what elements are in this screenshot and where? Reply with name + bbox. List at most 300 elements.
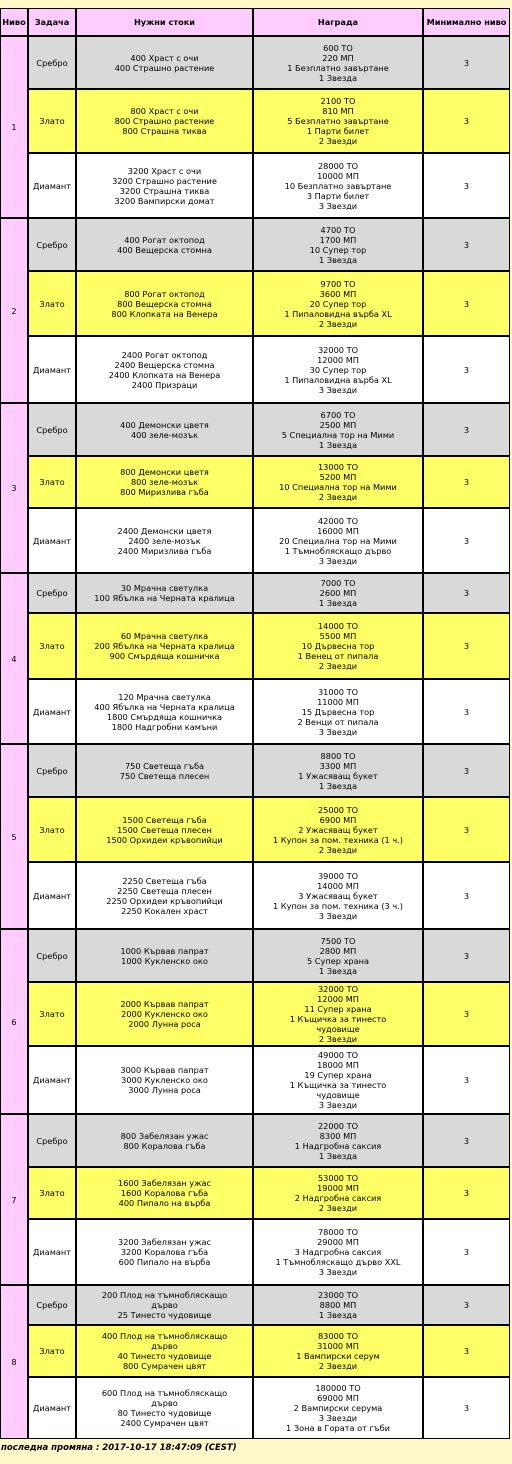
task-cell: Злато <box>28 797 76 862</box>
reward-line: 1 Пипаловидна върба XL <box>284 374 392 385</box>
reward-line: 2 Венци от пипала <box>297 716 379 727</box>
reward-line: 1 Звезда <box>319 439 357 450</box>
task-cell: Сребро <box>28 403 76 456</box>
reward-line: 1 Тъмнобляскащо дърво <box>284 545 392 556</box>
goods-cell <box>76 271 253 336</box>
goods-line: 1500 Орхидеи кръвопийци <box>106 834 223 845</box>
goods-line: 1000 Кукленско око <box>121 955 208 966</box>
table-row <box>0 1325 510 1377</box>
min-level-cell: 3 <box>423 1219 510 1285</box>
goods-cell <box>76 1167 253 1219</box>
reward-line: 2600 МП <box>319 588 357 598</box>
goods-cell <box>76 1325 253 1377</box>
reward-cell <box>253 403 423 456</box>
reward-line: 9700 ТО <box>320 278 356 289</box>
reward-line: 2 Звезди <box>318 492 358 502</box>
table-row <box>0 1377 510 1439</box>
min-level-cell: 3 <box>423 1325 510 1377</box>
goods-cell <box>76 1114 253 1167</box>
reward-line: 1 Парти билет <box>306 126 370 136</box>
reward-line: 5 Специална тор на Мими <box>281 429 395 440</box>
min-level-cell: 3 <box>423 982 510 1046</box>
goods-line: 2400 Сумрачен цвят <box>120 1418 209 1428</box>
reward-line: 13000 ТО <box>317 462 359 472</box>
table-row <box>0 456 510 508</box>
goods-line: 1600 Коралова гъба <box>120 1188 209 1198</box>
reward-cell <box>253 929 423 982</box>
table-row <box>0 744 510 797</box>
reward-line: 2 Звезди <box>318 318 358 329</box>
goods-cell <box>76 744 253 797</box>
task-cell: Злато <box>28 271 76 336</box>
reward-cell <box>253 1167 423 1219</box>
reward-line: 23000 ТО <box>317 1290 359 1300</box>
goods-line: 1800 Надгробни камъни <box>111 721 218 732</box>
reward-line: 7500 ТО <box>320 935 356 946</box>
table-row <box>0 982 510 1046</box>
goods-line: 3200 Вампирски домат <box>114 195 215 206</box>
reward-line: 2 Звезди <box>318 1361 358 1371</box>
header-reward: Награда <box>253 8 423 36</box>
reward-line: 10 Супер тор <box>309 244 367 255</box>
goods-line: 40 Тинесто чудовище <box>117 1351 212 1361</box>
goods-line: 25 Тинесто чудовище <box>117 1310 212 1320</box>
goods-cell <box>76 403 253 456</box>
reward-line: 2 Ужасяващ букет <box>298 824 378 835</box>
reward-line: 7000 ТО <box>320 578 356 588</box>
reward-line: 20 Специална тор на Мими <box>279 535 397 546</box>
reward-line: 1 Купон за пом. техника (3 ч.) <box>272 900 404 911</box>
reward-line: 1 Звезда <box>319 965 357 976</box>
reward-line: 22000 ТО <box>317 1120 359 1131</box>
goods-line: 2400 Призраци <box>131 379 198 390</box>
task-cell: Сребро <box>28 929 76 982</box>
reward-line: 1 Тъмнобляскащо дърво XXL <box>275 1257 401 1267</box>
goods-line: 400 Рогат октопод <box>124 234 205 245</box>
reward-line: 18000 МП <box>317 1060 359 1070</box>
goods-line: 400 Пипало на върба <box>118 1198 211 1208</box>
goods-line: 800 Вещерска стомна <box>117 298 212 309</box>
reward-line: 10 Безплатно завъртане <box>284 180 392 191</box>
min-level-cell: 3 <box>423 1167 510 1219</box>
reward-line: 3 Звезди <box>318 726 358 737</box>
reward-line: 15 Дървесна тор <box>301 706 375 717</box>
goods-line: 400 Плод на тъмнобляскащо <box>101 1331 228 1341</box>
task-cell: Диамант <box>28 1219 76 1285</box>
task-cell: Диамант <box>28 1377 76 1439</box>
reward-cell <box>253 797 423 862</box>
task-cell: Сребро <box>28 573 76 613</box>
min-level-cell: 3 <box>423 1285 510 1325</box>
reward-line: 1 Звезда <box>319 72 357 83</box>
min-level-cell: 3 <box>423 1046 510 1114</box>
reward-line: 4700 ТО <box>320 224 356 235</box>
goods-cell <box>76 1046 253 1114</box>
reward-line: 31000 ТО <box>317 686 359 697</box>
goods-line: 3000 Кървав папрат <box>120 1065 209 1075</box>
last-modified-footer: последна промяна : 2017-10-17 18:47:09 (CEST) <box>1 1443 237 1453</box>
reward-line: 8300 МП <box>319 1130 357 1141</box>
goods-line: 2000 Лунна роса <box>128 1019 201 1029</box>
min-level-cell: 3 <box>423 336 510 403</box>
goods-line: 1000 Кървав папрат <box>120 945 209 956</box>
task-cell: Злато <box>28 1325 76 1377</box>
goods-line: 750 Светеща плесен <box>119 770 210 781</box>
task-cell: Сребро <box>28 1285 76 1325</box>
goods-cell <box>76 89 253 153</box>
table-row <box>0 403 510 456</box>
header-goods: Нужни стоки <box>76 8 253 36</box>
min-level-cell: 3 <box>423 456 510 508</box>
goods-cell <box>76 573 253 613</box>
reward-cell <box>253 744 423 797</box>
reward-line: 3 Звезди <box>318 384 358 395</box>
level-cell: 7 <box>0 1114 28 1285</box>
reward-cell <box>253 1219 423 1285</box>
task-cell: Сребро <box>28 744 76 797</box>
goods-line: 1800 Смърдяща кошничка <box>106 711 223 722</box>
goods-line: 100 Ябълка на Черната кралица <box>94 593 235 603</box>
reward-line: 1 Звезда <box>319 598 357 608</box>
reward-line: 2 Надгробна саксия <box>294 1193 382 1203</box>
goods-cell <box>76 153 253 218</box>
goods-line: 800 Храст с очи <box>130 106 199 116</box>
reward-line: 1700 МП <box>319 234 357 245</box>
reward-cell <box>253 982 423 1046</box>
table-row <box>0 218 510 271</box>
header-row <box>0 8 510 36</box>
reward-line: 600 ТО <box>323 42 353 53</box>
reward-line: 1 Звезда <box>319 780 357 791</box>
reward-line: 3 Звезди <box>318 1267 358 1277</box>
reward-line: чудовище <box>316 1090 360 1100</box>
goods-line: 600 Плод на тъмнобляскащо <box>101 1388 228 1398</box>
goods-line: 800 Страшно растение <box>114 116 215 126</box>
reward-line: 10 Специална тор на Мими <box>279 482 397 492</box>
goods-line: 400 Ябълка на Черната кралица <box>94 701 235 712</box>
reward-line: 32000 ТО <box>317 984 359 994</box>
reward-cell <box>253 1114 423 1167</box>
min-level-cell: 3 <box>423 797 510 862</box>
min-level-cell: 3 <box>423 862 510 929</box>
goods-line: 1500 Светеща гъба <box>122 814 207 825</box>
task-cell: Злато <box>28 456 76 508</box>
reward-line: 19 Супер храна <box>304 1070 372 1080</box>
goods-cell <box>76 929 253 982</box>
goods-line: 800 Рогат октопод <box>124 288 205 299</box>
reward-line: 30 Супер тор <box>309 364 367 375</box>
task-cell: Диамант <box>28 862 76 929</box>
reward-line: 1 Пипаловидна върба XL <box>284 308 392 319</box>
goods-line: 2250 Светеща гъба <box>122 875 207 886</box>
reward-line: 1 Купон за пом. техника (1 ч.) <box>272 834 404 845</box>
min-level-cell: 3 <box>423 613 510 679</box>
reward-cell <box>253 862 423 929</box>
goods-line: 2250 Орхидеи кръвопийци <box>106 895 223 906</box>
goods-cell <box>76 218 253 271</box>
min-level-cell: 3 <box>423 679 510 744</box>
reward-line: 25000 ТО <box>317 804 359 815</box>
task-cell: Сребро <box>28 36 76 89</box>
min-level-cell: 3 <box>423 1114 510 1167</box>
reward-line: 1 Вампирски серум <box>296 1351 380 1361</box>
task-cell: Злато <box>28 982 76 1046</box>
level-cell: 6 <box>0 929 28 1114</box>
min-level-cell: 3 <box>423 744 510 797</box>
goods-cell <box>76 1219 253 1285</box>
reward-line: 12000 МП <box>317 354 359 365</box>
min-level-cell: 3 <box>423 89 510 153</box>
reward-line: 16000 МП <box>317 525 359 536</box>
reward-line: 10 Дървесна тор <box>301 641 375 651</box>
reward-line: 2 Звезди <box>318 136 358 146</box>
goods-line: 400 Демонски цветя <box>120 419 209 430</box>
reward-line: 2 Звезди <box>318 1203 358 1213</box>
reward-line: 3 Парти билет <box>306 190 370 201</box>
goods-cell <box>76 982 253 1046</box>
reward-cell <box>253 679 423 744</box>
goods-line: 120 Мрачна светулка <box>118 691 211 702</box>
goods-line: 2400 Миризлива гъба <box>117 545 212 556</box>
goods-line: 800 Демонски цветя <box>120 467 209 477</box>
reward-line: 1 Ужасяващ букет <box>298 770 378 781</box>
goods-line: 400 Храст с очи <box>130 52 199 63</box>
reward-line: 8800 МП <box>319 1300 357 1310</box>
reward-line: 28000 ТО <box>317 160 359 171</box>
min-level-cell: 3 <box>423 36 510 89</box>
min-level-cell: 3 <box>423 508 510 573</box>
goods-line: 400 зеле-мозък <box>130 429 199 440</box>
reward-cell <box>253 1046 423 1114</box>
reward-line: 1 Звезда <box>319 1310 357 1320</box>
goods-line: дърво <box>151 1300 178 1310</box>
reward-line: 49000 ТО <box>317 1050 359 1060</box>
min-level-cell: 3 <box>423 929 510 982</box>
reward-cell <box>253 336 423 403</box>
reward-line: 2 Звезди <box>318 844 358 855</box>
reward-cell <box>253 1285 423 1325</box>
table-row <box>0 271 510 336</box>
reward-line: 2 Звезди <box>318 661 358 671</box>
reward-line: 1 Безплатно завъртане <box>287 62 389 73</box>
reward-cell <box>253 1325 423 1377</box>
table-row <box>0 336 510 403</box>
task-cell: Сребро <box>28 218 76 271</box>
task-cell: Диамант <box>28 336 76 403</box>
reward-line: 3300 МП <box>319 760 357 771</box>
reward-line: 2100 ТО <box>320 96 356 106</box>
table-row <box>0 508 510 573</box>
reward-line: 39000 ТО <box>317 870 359 881</box>
reward-line: 42000 ТО <box>317 515 359 526</box>
reward-line: 3600 МП <box>319 288 357 299</box>
goods-line: 60 Мрачна светулка <box>120 631 209 641</box>
goods-line: 2000 Кървав папрат <box>120 999 209 1009</box>
table-row <box>0 1285 510 1325</box>
reward-cell <box>253 153 423 218</box>
quest-table <box>0 8 510 1439</box>
goods-line: 800 Миризлива гъба <box>120 487 209 497</box>
reward-line: 3 Звезди <box>318 1100 358 1110</box>
reward-line: 3 Звезди <box>318 200 358 211</box>
reward-line: 1 Къщичка за тинесто <box>289 1014 387 1024</box>
goods-line: 200 Ябълка на Черната кралица <box>94 641 235 651</box>
goods-cell <box>76 679 253 744</box>
quest-table-wrapper <box>0 8 510 1439</box>
goods-line: 2400 Рогат октопод <box>121 349 208 360</box>
table-row <box>0 613 510 679</box>
table-row <box>0 1114 510 1167</box>
task-cell: Злато <box>28 1167 76 1219</box>
reward-line: 5 Супер храна <box>307 955 369 966</box>
task-cell: Злато <box>28 89 76 153</box>
goods-line: 2400 Демонски цветя <box>117 525 212 536</box>
task-cell: Диамант <box>28 679 76 744</box>
reward-line: 20 Супер тор <box>309 298 367 309</box>
reward-line: 1 Надгробна саксия <box>294 1140 382 1151</box>
goods-line: 2000 Кукленско око <box>121 1009 208 1019</box>
goods-line: 30 Мрачна светулка <box>120 583 209 593</box>
reward-line: 6700 ТО <box>320 409 356 420</box>
reward-line: чудовище <box>316 1024 360 1034</box>
table-row <box>0 36 510 89</box>
reward-line: 83000 ТО <box>317 1331 359 1341</box>
level-cell: 2 <box>0 218 28 403</box>
goods-line: 200 Плод на тъмнобляскащо <box>101 1290 228 1300</box>
reward-cell <box>253 89 423 153</box>
task-cell: Сребро <box>28 1114 76 1167</box>
table-row <box>0 89 510 153</box>
task-cell: Злато <box>28 613 76 679</box>
level-cell: 3 <box>0 403 28 573</box>
table-row <box>0 862 510 929</box>
goods-line: 2400 Вещерска стомна <box>114 359 215 370</box>
table-row <box>0 1046 510 1114</box>
reward-line: 180000 ТО <box>315 1383 361 1393</box>
reward-line: 1 Звезда <box>319 1150 357 1161</box>
header-min-level: Минимално ниво <box>423 8 510 36</box>
reward-line: 5200 МП <box>319 472 357 482</box>
goods-line: 2250 Кокален храст <box>121 905 208 916</box>
table-row <box>0 1219 510 1285</box>
reward-line: 12000 МП <box>317 994 359 1004</box>
quest-table-body <box>0 36 510 1439</box>
task-cell: Диамант <box>28 153 76 218</box>
min-level-cell: 3 <box>423 271 510 336</box>
goods-line: 750 Светеща гъба <box>124 760 205 771</box>
reward-line: 31000 МП <box>317 1341 359 1351</box>
reward-line: 8800 ТО <box>320 750 356 761</box>
reward-line: 3 Ужасяващ букет <box>298 890 378 901</box>
goods-line: 900 Смърдяща кошничка <box>109 651 220 661</box>
reward-line: 11 Супер храна <box>304 1004 372 1014</box>
task-cell: Диамант <box>28 1046 76 1114</box>
reward-line: 810 МП <box>322 106 354 116</box>
reward-cell <box>253 218 423 271</box>
level-cell: 5 <box>0 744 28 929</box>
goods-line: 3200 Страшна тиква <box>119 185 210 196</box>
min-level-cell: 3 <box>423 1377 510 1439</box>
reward-line: 10000 МП <box>317 170 359 181</box>
reward-cell <box>253 613 423 679</box>
reward-line: 2500 МП <box>319 419 357 430</box>
reward-line: 69000 МП <box>317 1393 359 1403</box>
table-row <box>0 153 510 218</box>
goods-line: 2400 Клопката на Венера <box>108 369 221 380</box>
goods-line: 3200 Страшно растение <box>112 175 217 186</box>
goods-cell <box>76 1285 253 1325</box>
reward-line: 14000 МП <box>317 880 359 891</box>
goods-line: дърво <box>151 1398 178 1408</box>
header-level: Ниво <box>0 8 28 36</box>
goods-cell <box>76 797 253 862</box>
reward-line: 2800 МП <box>319 945 357 956</box>
reward-line: 1 Къщичка за тинесто <box>289 1080 387 1090</box>
goods-cell <box>76 1377 253 1439</box>
header-task: Задача <box>28 8 76 36</box>
table-row <box>0 573 510 613</box>
level-cell: 8 <box>0 1285 28 1439</box>
reward-cell <box>253 456 423 508</box>
min-level-cell: 3 <box>423 403 510 456</box>
reward-line: 11000 МП <box>317 696 359 707</box>
goods-line: 800 Клопката на Венера <box>111 308 218 319</box>
min-level-cell: 3 <box>423 218 510 271</box>
reward-cell <box>253 271 423 336</box>
goods-line: 1600 Забелязан ужас <box>117 1178 212 1188</box>
level-cell: 4 <box>0 573 28 744</box>
goods-line: 3200 Забелязан ужас <box>117 1237 212 1247</box>
goods-line: 3000 Кукленско око <box>121 1075 208 1085</box>
table-row <box>0 679 510 744</box>
goods-cell <box>76 508 253 573</box>
goods-line: 800 Страшна тиква <box>122 126 207 136</box>
reward-cell <box>253 573 423 613</box>
reward-line: 5 Безплатно завъртане <box>287 116 389 126</box>
goods-line: 3200 Коралова гъба <box>120 1247 209 1257</box>
min-level-cell: 3 <box>423 153 510 218</box>
goods-line: дърво <box>151 1341 178 1351</box>
reward-cell <box>253 508 423 573</box>
goods-line: 2250 Светеща плесен <box>117 885 212 896</box>
goods-line: 1500 Светеща плесен <box>117 824 212 835</box>
reward-line: 53000 ТО <box>317 1173 359 1183</box>
reward-line: 19000 МП <box>317 1183 359 1193</box>
reward-cell <box>253 1377 423 1439</box>
goods-line: 80 Тинесто чудовище <box>117 1408 212 1418</box>
reward-line: 2 Звезди <box>318 1034 358 1044</box>
reward-line: 32000 ТО <box>317 344 359 355</box>
goods-cell <box>76 36 253 89</box>
reward-line: 220 МП <box>322 52 354 63</box>
reward-line: 5500 МП <box>319 631 357 641</box>
goods-line: 800 Сумрачен цвят <box>122 1361 207 1371</box>
reward-line: 14000 ТО <box>317 621 359 631</box>
reward-line: 29000 МП <box>317 1237 359 1247</box>
reward-cell <box>253 36 423 89</box>
reward-line: 6900 МП <box>319 814 357 825</box>
goods-line: 400 Страшно растение <box>114 62 215 73</box>
table-row <box>0 929 510 982</box>
goods-line: 800 Коралова гъба <box>123 1140 206 1151</box>
reward-line: 3 Надгробна саксия <box>294 1247 382 1257</box>
goods-cell <box>76 862 253 929</box>
goods-line: 3200 Храст с очи <box>127 165 202 176</box>
goods-line: 600 Пипало на върба <box>118 1257 211 1267</box>
goods-cell <box>76 456 253 508</box>
reward-line: 78000 ТО <box>317 1227 359 1237</box>
goods-line: 3000 Лунна роса <box>128 1085 201 1095</box>
